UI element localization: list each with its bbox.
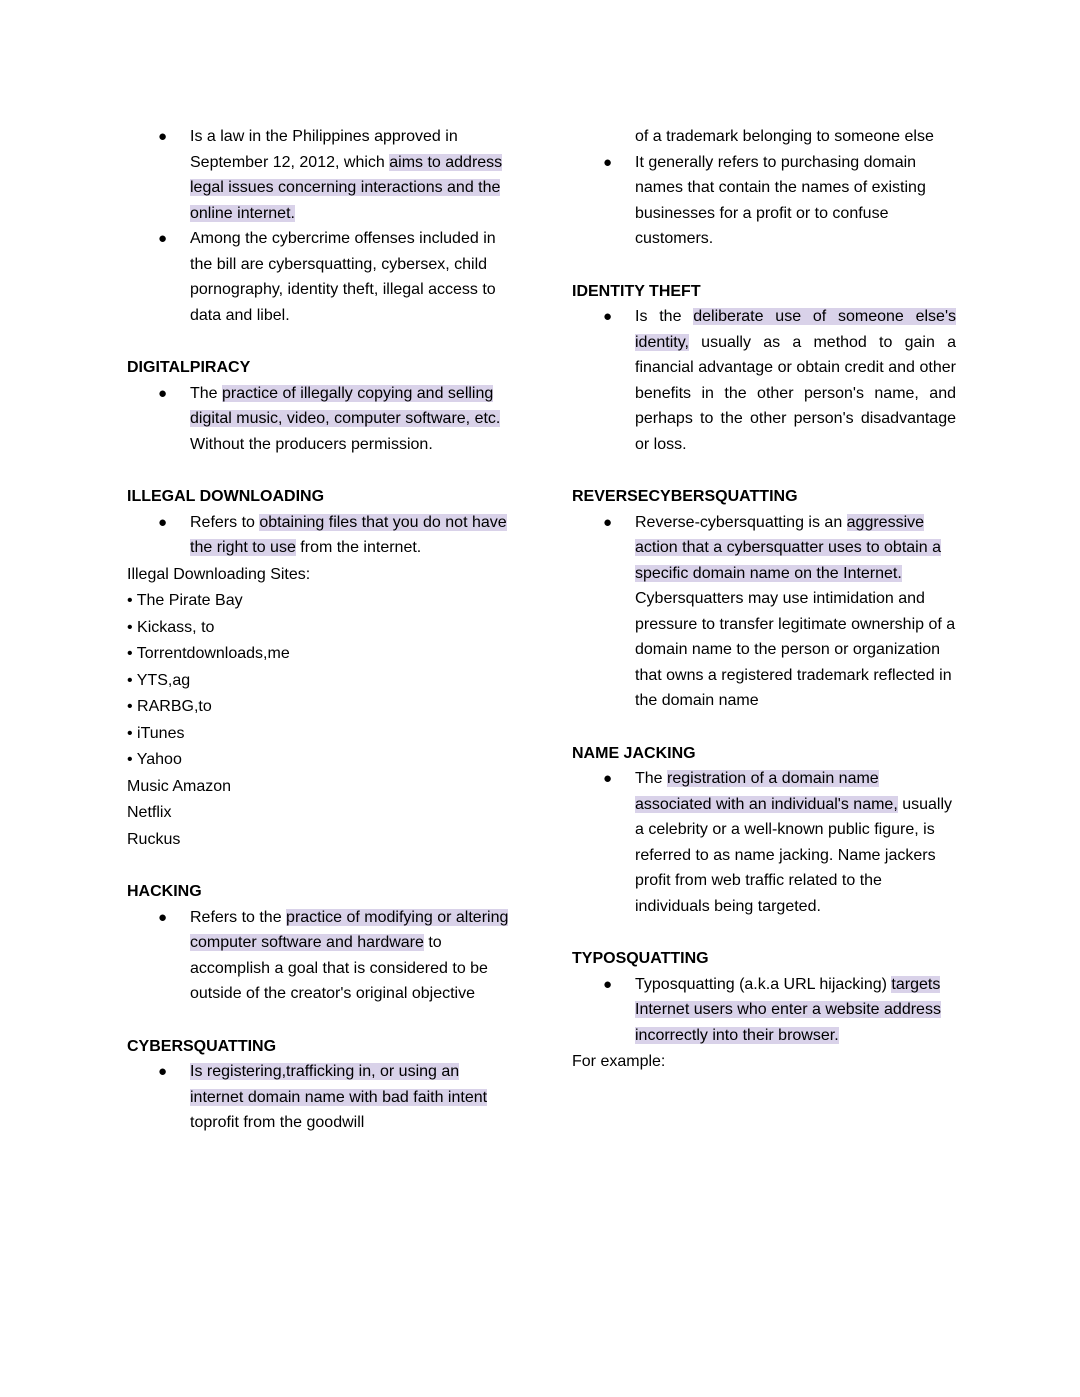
section-heading: REVERSECYBERSQUATTING [572, 488, 798, 505]
section-heading: NAME JACKING [572, 744, 696, 762]
section-heading: ILLEGAL DOWNLOADING [127, 488, 325, 505]
text-line: • RARBG,to [127, 698, 212, 715]
text-segment: usually a celebrity or a well-known public figure, is referred to as name jacking. Name jackers profit from web traffic related to the individuals being targeted. [635, 795, 953, 915]
highlighted-text: obtaining files that you do not have the right to use [190, 513, 507, 556]
text-segment: from the internet. [295, 539, 422, 556]
bullet-item [127, 381, 511, 458]
text-line: • The Pirate Bay [127, 592, 243, 609]
bullet-icon: ● [603, 975, 613, 993]
bullet-icon: ● [158, 1063, 168, 1080]
bullet-icon: ● [158, 908, 168, 926]
highlighted-text: Is registering,trafficking in, or using an internet domain name with bad faith intent [190, 1063, 488, 1106]
bullet-item [572, 766, 956, 919]
text-segment: Without the producers permission. [190, 435, 433, 453]
bullet-item [572, 972, 956, 1049]
text-segment: Is the [635, 308, 694, 325]
text-segment: Among the cybercrime offenses included in the bill are cybersquatting, cybersex, child pornography, identity theft, illegal access to data and libel. [190, 230, 496, 324]
text-segment: Refers to [190, 513, 260, 531]
text-segment: Refers to the [190, 908, 287, 926]
bullet-icon: ● [158, 128, 168, 145]
section-heading: DIGITALPIRACY [127, 359, 251, 376]
text-segment: usually as a method to gain a financial advantage or obtain credit and other benefits in the other person's name, and perhaps to the other person's disadvantage or loss. [635, 333, 956, 453]
highlighted-text: registration of a domain name associated with an individual's name, [635, 770, 898, 813]
text-segment: Reverse-cybersquatting is an [635, 513, 847, 531]
bullet-item [572, 150, 956, 252]
bullet-icon: ● [158, 230, 168, 247]
text-segment: of a trademark belonging to someone else [635, 128, 934, 145]
text-line: Music Amazon [127, 777, 232, 795]
text-segment: It generally refers to purchasing domain names that contain the names of existing businesses for a profit or to confuse customers. [635, 153, 926, 247]
bullet-icon: ● [158, 513, 168, 531]
section-heading: CYBERSQUATTING [127, 1037, 277, 1055]
text-line: • Torrentdownloads,me [127, 645, 290, 662]
text-line: For example: [572, 1053, 666, 1070]
section-heading: HACKING [127, 883, 202, 900]
bullet-item [127, 226, 511, 328]
bullet-item [127, 124, 511, 226]
bullet-icon: ● [158, 384, 168, 402]
text-line: • iTunes [127, 724, 185, 742]
text-line: • YTS,ag [127, 671, 191, 689]
text-line: • Kickass, to [127, 618, 215, 636]
bullet-icon: ● [603, 513, 613, 531]
highlighted-text: targets Internet users who enter a website address incorrectly into their browser. [635, 975, 941, 1044]
bullet-icon: ● [603, 153, 613, 171]
text-segment: Is a law in the Philippines approved in September 12, 2012, which [190, 128, 458, 171]
text-segment: Cybersquatters may use intimidation and pressure to transfer legitimate ownership of a domain name to the person or organization that owns a registered trademark reflected in the domain name [635, 590, 956, 709]
highlighted-text: aims to address legal issues concerning interactions and the online internet. [190, 153, 503, 222]
bullet-item [572, 510, 956, 714]
section-heading: TYPOSQUATTING [572, 950, 709, 967]
right-column [572, 124, 956, 1075]
bullet-item [127, 1059, 511, 1136]
bullet-continuation [572, 124, 956, 150]
left-column [127, 124, 511, 1136]
highlighted-text: practice of illegally copying and selling digital music, video, computer software, etc. [190, 384, 501, 427]
bullet-icon: ● [603, 770, 613, 787]
text-segment: toprofit from the goodwill [190, 1114, 365, 1131]
text-line: Netflix [127, 804, 172, 821]
bullet-item [127, 510, 511, 561]
highlighted-text: aggressive action that a cybersquatter uses to obtain a specific domain name on the Internet. [635, 513, 941, 582]
text-segment: The [635, 770, 668, 787]
highlighted-text: practice of modifying or altering computer software and hardware [190, 908, 509, 951]
bullet-item [127, 905, 511, 1007]
bullet-item [572, 304, 956, 457]
text-line: Illegal Downloading Sites: [127, 565, 311, 583]
bullet-icon: ● [603, 308, 613, 325]
text-line: Ruckus [127, 830, 181, 848]
text-segment: to accomplish a goal that is considered to be outside of the creator's original objective [190, 934, 488, 1002]
text-segment: Typosquatting (a.k.a URL hijacking) [635, 975, 892, 993]
text-line: • Yahoo [127, 751, 182, 768]
text-segment: The [190, 384, 223, 402]
highlighted-text: deliberate use of someone else's identity, [635, 308, 957, 351]
section-heading: IDENTITY THEFT [572, 282, 701, 300]
